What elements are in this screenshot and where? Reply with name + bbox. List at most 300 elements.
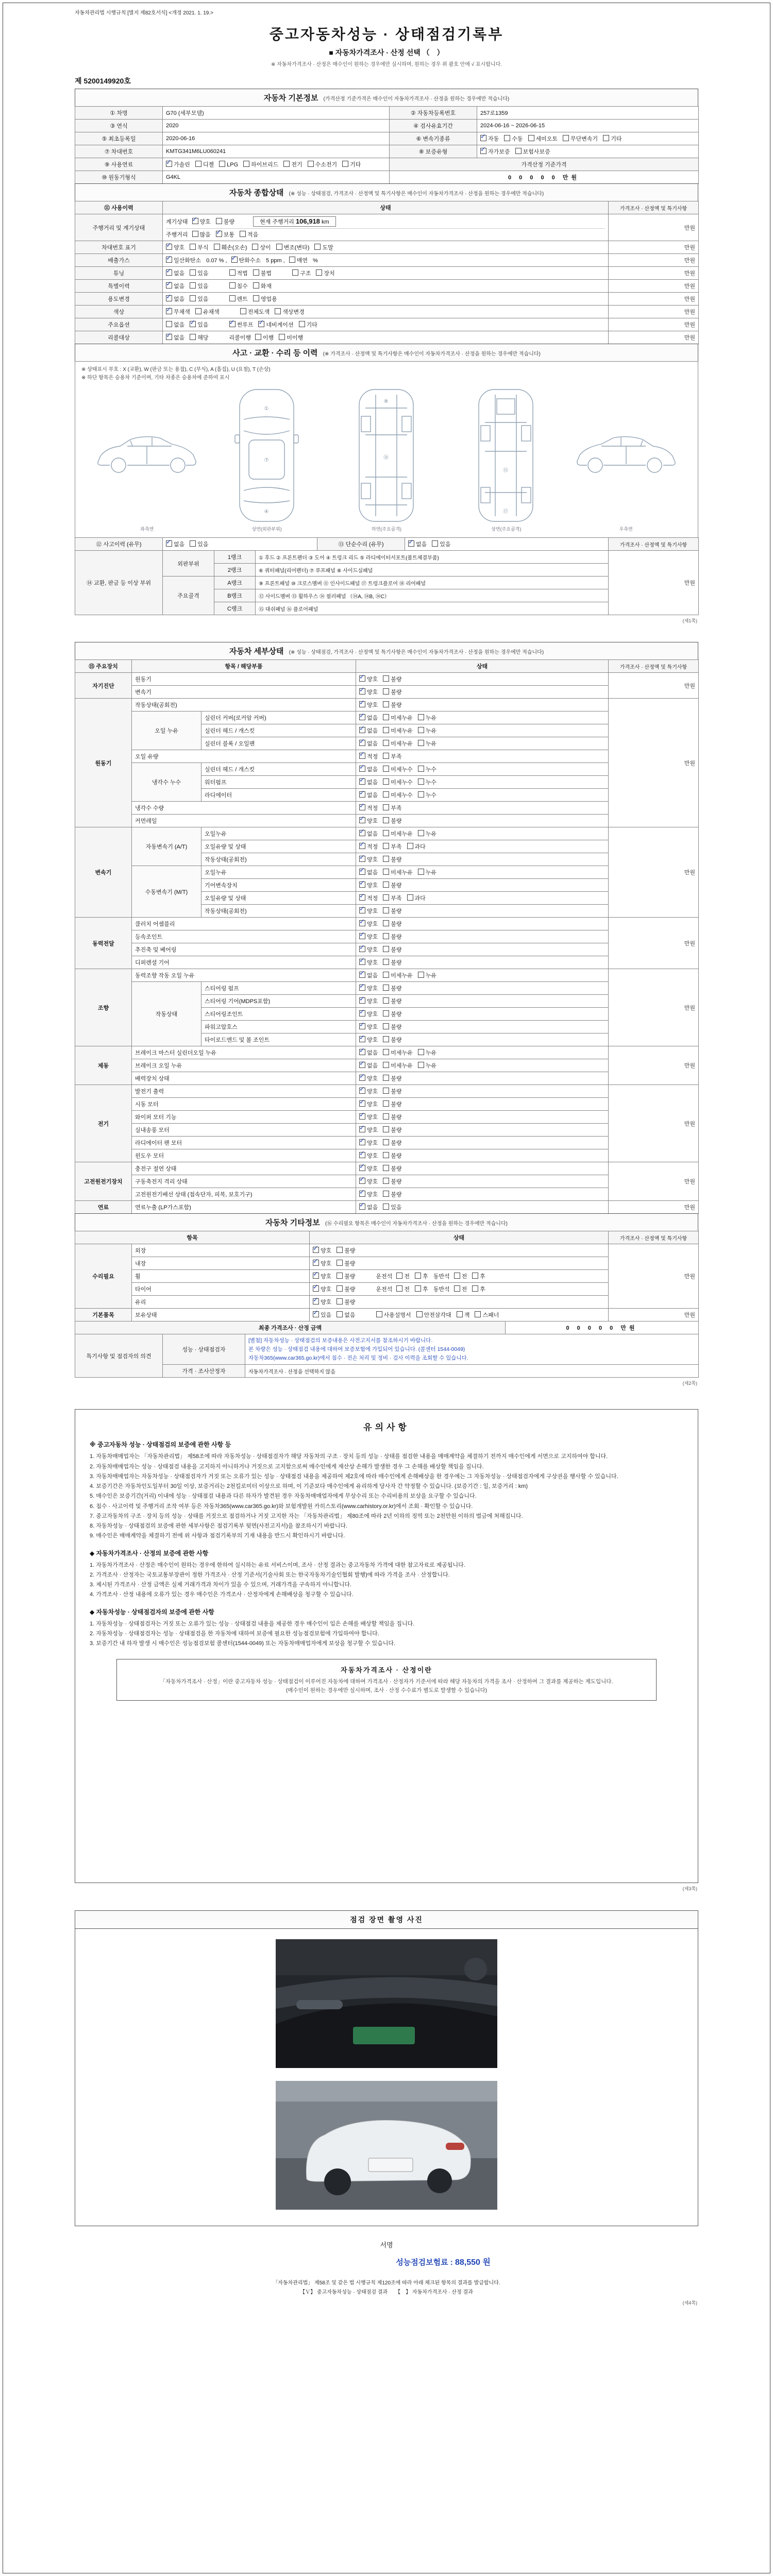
state-cell (356, 905, 609, 918)
state-cell (356, 1033, 609, 1046)
checkbox[interactable] (415, 1285, 421, 1292)
state-line (166, 333, 605, 342)
checkbox[interactable] (418, 727, 424, 733)
checkbox[interactable] (383, 817, 389, 823)
checkbox[interactable] (166, 282, 172, 289)
checkbox[interactable] (240, 308, 246, 314)
page-marker: (제4쪽) (682, 2300, 697, 2306)
checkbox-option (229, 322, 254, 328)
checkbox[interactable] (229, 295, 236, 301)
checkbox[interactable] (190, 321, 196, 327)
checkbox[interactable] (359, 882, 365, 888)
checkbox-option (195, 162, 214, 168)
checkbox[interactable] (166, 321, 172, 327)
checkbox-label: 불량 (391, 908, 402, 914)
checkbox[interactable] (359, 727, 365, 733)
checkbox[interactable] (255, 334, 261, 340)
checkbox[interactable] (383, 830, 389, 836)
checkbox[interactable] (383, 1204, 389, 1210)
checkbox[interactable] (166, 308, 172, 314)
checkbox[interactable] (418, 791, 424, 798)
checkbox[interactable] (166, 295, 172, 301)
section-title: 자동차 종합상태 (229, 189, 284, 197)
checkbox-option (383, 1127, 401, 1133)
checkbox[interactable] (190, 334, 196, 340)
checkbox-option (383, 754, 401, 760)
checkbox-option (418, 779, 436, 786)
item-label: 동력조향 작동 오일 누유 (132, 969, 356, 982)
fuel-label: ⑨ 사용연료 (75, 158, 163, 171)
checkbox[interactable] (359, 1036, 365, 1042)
checkbox-option (359, 1140, 378, 1146)
checkbox-label: 양호 (321, 1261, 332, 1267)
checkbox[interactable] (383, 714, 389, 720)
checkbox[interactable] (229, 282, 236, 289)
checkbox-label: 썬루프 (237, 322, 254, 328)
checkbox[interactable] (359, 817, 365, 823)
detail-row (75, 956, 699, 969)
checkbox[interactable] (418, 972, 424, 978)
checkbox-label: 불량 (391, 676, 402, 683)
checkbox[interactable] (472, 1285, 478, 1292)
checkbox[interactable] (313, 1260, 319, 1266)
checkbox[interactable] (253, 269, 259, 276)
checkbox-option (472, 1274, 485, 1280)
checkbox[interactable] (219, 161, 225, 167)
device-label: 자기진단 (75, 673, 132, 699)
checkbox[interactable] (383, 1100, 389, 1107)
checkbox-option (383, 908, 401, 914)
checkbox[interactable] (603, 135, 609, 141)
checkbox[interactable] (359, 1178, 365, 1184)
checkbox[interactable] (359, 766, 365, 772)
checkbox[interactable] (275, 308, 281, 314)
checkbox[interactable] (359, 753, 365, 759)
checkbox[interactable] (253, 282, 259, 289)
checkbox[interactable] (383, 1062, 389, 1068)
document-title: 중고자동차성능 · 상태점검기록부 (269, 26, 504, 42)
checkbox-option (383, 973, 413, 979)
checkbox-label: 미세누수 (391, 767, 413, 773)
checkbox[interactable] (216, 218, 222, 224)
checkbox[interactable] (359, 997, 365, 1004)
checkbox-label: 전 (404, 1286, 410, 1293)
checkbox[interactable] (316, 269, 322, 276)
checkbox[interactable] (383, 1075, 389, 1081)
checkbox[interactable] (292, 269, 298, 276)
checkbox-label: 있음 (440, 541, 451, 548)
checkbox[interactable] (359, 1049, 365, 1055)
checkbox-option (359, 767, 378, 773)
checkbox-label: 없음 (174, 283, 185, 290)
state-cell (356, 840, 609, 853)
checkbox[interactable] (359, 920, 365, 926)
checkbox[interactable] (359, 843, 365, 849)
checkbox[interactable] (166, 257, 172, 263)
checkbox-option (359, 973, 378, 979)
checkbox-label: 변조(변타) (283, 245, 310, 251)
checkbox[interactable] (383, 894, 389, 901)
state-cell (356, 969, 609, 982)
checkbox[interactable] (418, 830, 424, 836)
checkbox[interactable] (359, 1062, 365, 1068)
checkbox[interactable] (192, 231, 198, 237)
checkbox[interactable] (359, 1139, 365, 1145)
checkbox[interactable] (454, 1273, 460, 1279)
checkbox-label: 세미오토 (535, 136, 558, 142)
checkbox[interactable] (258, 321, 264, 327)
checkbox-option (253, 270, 272, 277)
checkbox[interactable] (252, 244, 258, 250)
svg-text:①: ① (264, 406, 269, 412)
checkbox[interactable] (359, 907, 365, 913)
inline-text: 계기상태 (166, 219, 188, 225)
usage-state (163, 267, 609, 280)
state-cell (356, 1072, 609, 1085)
usage-history-row (75, 331, 699, 344)
checkbox-option (166, 296, 184, 302)
checkbox-label: 수동 (512, 136, 523, 142)
checkbox[interactable] (528, 135, 534, 141)
device-label: 연료 (75, 1201, 132, 1214)
checkbox-label: 양호 (321, 1248, 332, 1254)
checkbox[interactable] (359, 946, 365, 952)
state-cell (356, 1111, 609, 1124)
table-row (75, 107, 699, 120)
checkbox[interactable] (454, 1285, 460, 1292)
checkbox[interactable] (383, 688, 389, 694)
checkbox-option (472, 1286, 485, 1293)
checkbox[interactable] (383, 1165, 389, 1171)
checkbox[interactable] (229, 321, 236, 327)
checkbox[interactable] (359, 985, 365, 991)
checkbox[interactable] (190, 540, 196, 547)
checkbox[interactable] (383, 946, 389, 952)
checkbox[interactable] (383, 972, 389, 978)
item-label: 충전구 절연 상태 (132, 1162, 356, 1175)
checkbox-label: 양호 (321, 1286, 332, 1293)
checkbox[interactable] (418, 869, 424, 875)
checkbox-option (253, 296, 277, 302)
checkbox[interactable] (359, 1113, 365, 1120)
checkbox[interactable] (299, 321, 305, 327)
checkbox-option (418, 715, 436, 721)
checkbox[interactable] (359, 830, 365, 836)
checkbox[interactable] (359, 778, 365, 785)
checkbox[interactable] (480, 135, 486, 141)
checkbox-label: 보통 (223, 232, 235, 238)
checkbox[interactable] (383, 1126, 389, 1132)
checkbox[interactable] (195, 308, 201, 314)
checkbox-option (276, 245, 310, 251)
checkbox-label: 후 (480, 1286, 485, 1293)
checkbox-label: 기타 (611, 136, 622, 142)
base-price-value: 0 0 0 0 0 만원 (390, 171, 699, 184)
checkbox[interactable] (313, 1298, 319, 1304)
checkbox-option (383, 934, 401, 940)
checkbox[interactable] (383, 766, 389, 772)
checkbox[interactable] (308, 161, 314, 167)
checkbox[interactable] (383, 907, 389, 913)
checkbox[interactable] (359, 1191, 365, 1197)
checkbox[interactable] (383, 1152, 389, 1158)
simple-repair-label: ⑬ 단순수리 (유무) (317, 538, 405, 551)
checkbox[interactable] (359, 675, 365, 682)
checkbox[interactable] (166, 244, 172, 250)
checkbox[interactable] (415, 1273, 421, 1279)
checkbox[interactable] (337, 1260, 343, 1266)
checkbox[interactable] (229, 269, 236, 276)
checkbox[interactable] (563, 135, 569, 141)
diagram-caption: 하면(주요골격) (371, 527, 402, 532)
checkbox[interactable] (313, 1273, 319, 1279)
state-cell (356, 827, 609, 840)
checkbox-option (279, 335, 303, 341)
checkbox-label: 불량 (344, 1274, 356, 1280)
checkbox[interactable] (383, 933, 389, 939)
checkbox-label: 양호 (367, 1011, 378, 1018)
inspection-photo-2 (276, 2081, 497, 2212)
checkbox[interactable] (190, 295, 196, 301)
checkbox[interactable] (407, 894, 413, 901)
checkbox[interactable] (166, 161, 172, 167)
checkbox-label: 전체도색 (247, 309, 270, 315)
price-cell: 만원 (609, 699, 699, 827)
checkbox[interactable] (383, 920, 389, 926)
checkbox-label: 누유 (425, 728, 437, 734)
checkbox-label: 부족 (391, 754, 402, 760)
checkbox[interactable] (383, 1049, 389, 1055)
checkbox[interactable] (383, 1113, 389, 1120)
checkbox[interactable] (383, 869, 389, 875)
notice-item: 1. 자동차성능 · 상태점검자는 거짓 또는 오류가 있는 성능 · 상태점검 내용을 제공한 경우 매수인이 입은 손해를 배상할 책임을 집니다. (90, 1620, 415, 1627)
checkbox[interactable] (313, 1247, 319, 1253)
checkbox[interactable] (418, 1049, 424, 1055)
checkbox[interactable] (383, 1023, 389, 1029)
checkbox[interactable] (359, 714, 365, 720)
checkbox[interactable] (359, 791, 365, 798)
checkbox[interactable] (289, 257, 295, 263)
checkbox[interactable] (396, 1273, 402, 1279)
checkbox[interactable] (383, 804, 389, 810)
checkbox[interactable] (475, 1311, 481, 1317)
checkbox-label: 누유 (425, 973, 437, 979)
checkbox[interactable] (192, 218, 198, 224)
checkbox[interactable] (359, 740, 365, 746)
price-cell: 만원 (609, 1244, 699, 1309)
checkbox[interactable] (359, 1088, 365, 1094)
checkbox[interactable] (383, 1139, 389, 1145)
checkbox[interactable] (314, 244, 321, 250)
checkbox[interactable] (190, 244, 196, 250)
checkbox[interactable] (337, 1273, 343, 1279)
checkbox[interactable] (231, 257, 238, 263)
checkbox[interactable] (383, 1088, 389, 1094)
checkbox[interactable] (383, 1010, 389, 1016)
checkbox[interactable] (432, 540, 438, 547)
checkbox[interactable] (240, 231, 246, 237)
final-price-table (75, 1321, 699, 1334)
section-etc-info (75, 1213, 698, 1231)
checkbox-option (383, 715, 413, 721)
checkbox[interactable] (418, 778, 424, 785)
section-basic-info (75, 89, 698, 107)
checkbox[interactable] (472, 1273, 478, 1279)
checkbox[interactable] (359, 1010, 365, 1016)
usage-state (163, 254, 609, 267)
checkbox[interactable] (383, 1178, 389, 1184)
checkbox-option (359, 844, 378, 850)
checkbox[interactable] (383, 675, 389, 682)
checkbox[interactable] (313, 1285, 319, 1292)
checkbox[interactable] (383, 753, 389, 759)
checkbox-label: 불량 (391, 1089, 402, 1095)
inspector-remarks (245, 1334, 699, 1365)
info-box-title: 자동차가격조사 · 산정이란 (341, 1666, 432, 1674)
checkbox[interactable] (166, 269, 172, 276)
price-cell: 만원 (609, 1046, 699, 1085)
checkbox[interactable] (480, 148, 486, 154)
price-cell: 만원 (609, 214, 699, 241)
checkbox[interactable] (337, 1247, 343, 1253)
checkbox-option (396, 1286, 410, 1293)
checkbox-label: 잭 (464, 1312, 470, 1318)
checkbox[interactable] (276, 244, 282, 250)
checkbox[interactable] (359, 1152, 365, 1158)
checkbox[interactable] (383, 740, 389, 746)
checkbox[interactable] (359, 1126, 365, 1132)
checkbox[interactable] (166, 334, 172, 340)
checkbox-option (383, 818, 401, 824)
checkbox[interactable] (195, 161, 201, 167)
checkbox[interactable] (216, 231, 222, 237)
checkbox[interactable] (515, 148, 522, 154)
checkbox[interactable] (418, 740, 424, 746)
checkbox[interactable] (359, 1165, 365, 1171)
checkbox[interactable] (383, 791, 389, 798)
checkbox-option (383, 1063, 413, 1069)
checkbox[interactable] (253, 295, 259, 301)
checkbox[interactable] (418, 766, 424, 772)
checkbox-label: 미세누유 (391, 741, 413, 747)
checkbox[interactable] (337, 1298, 343, 1304)
checkbox[interactable] (408, 540, 414, 547)
car-diagram-left-side (93, 386, 201, 532)
checkbox[interactable] (383, 959, 389, 965)
checkbox[interactable] (383, 985, 389, 991)
checkbox-option (316, 270, 334, 277)
car-diagrams (81, 382, 692, 533)
checkbox-label: 없음 (174, 270, 185, 277)
checkbox[interactable] (359, 701, 365, 707)
checkbox[interactable] (190, 282, 196, 289)
checkbox[interactable] (243, 161, 249, 167)
checkbox-label: 일산화탄소 (174, 258, 201, 264)
checkbox[interactable] (214, 244, 220, 250)
checkbox[interactable] (383, 882, 389, 888)
checkbox[interactable] (383, 727, 389, 733)
checkbox[interactable] (190, 269, 196, 276)
checkbox[interactable] (359, 959, 365, 965)
checkbox[interactable] (457, 1311, 463, 1317)
checkbox[interactable] (359, 894, 365, 901)
checkbox[interactable] (383, 843, 389, 849)
checkbox[interactable] (337, 1311, 343, 1317)
item-label: 오일 유량 (132, 750, 356, 763)
checkbox[interactable] (383, 778, 389, 785)
checkbox[interactable] (383, 701, 389, 707)
checkbox[interactable] (313, 1311, 319, 1317)
outer-panel-label: 외판부위 (163, 551, 214, 577)
checkbox-label: 없음 (367, 870, 378, 876)
notice-list (90, 1619, 683, 1649)
checkbox[interactable] (359, 856, 365, 862)
checkbox[interactable] (342, 161, 348, 167)
checkbox-option (418, 1063, 436, 1069)
checkbox[interactable] (283, 161, 290, 167)
checkbox-label: 불량 (391, 883, 402, 889)
checkbox[interactable] (359, 972, 365, 978)
checkbox[interactable] (418, 1062, 424, 1068)
item-label: 워터펌프 (201, 776, 356, 789)
item-label: 작동상태(공회전) (201, 905, 356, 918)
checkbox[interactable] (359, 688, 365, 694)
price-header: 가격조사 · 산정액 및 특기사항 (609, 1231, 699, 1244)
svg-text:⑮: ⑮ (503, 468, 509, 473)
signature-label[interactable]: 서명 (380, 2241, 393, 2249)
checkbox[interactable] (166, 540, 172, 547)
checkbox-label: 양호 (367, 676, 378, 683)
checkbox-option (283, 162, 302, 168)
checkbox[interactable] (383, 1036, 389, 1042)
checkbox[interactable] (407, 843, 413, 849)
checkbox[interactable] (418, 714, 424, 720)
checkbox[interactable] (337, 1285, 343, 1292)
checkbox[interactable] (504, 135, 510, 141)
checkbox[interactable] (359, 1075, 365, 1081)
info-box-line: 「자동차가격조사 · 산정」이란 중고자동차 성능 · 상태점검이 이루어진 자동차에 대하여 가격조사 · 산정자가 기준서에 따라 해당 자동차의 가격을 조사 · 산정하여 그 결과를 제공하는 제도입니다. (160, 1679, 613, 1685)
checkbox[interactable] (416, 1311, 423, 1317)
checkbox-label: 없음 (367, 728, 378, 734)
checkbox[interactable] (279, 334, 285, 340)
checkbox-option (359, 1153, 378, 1159)
checkbox-option (383, 792, 413, 799)
checkbox-option (383, 741, 413, 747)
checkbox[interactable] (383, 997, 389, 1004)
checkbox[interactable] (396, 1285, 402, 1292)
checkbox-label: 양호 (367, 1037, 378, 1043)
checkbox[interactable] (383, 1191, 389, 1197)
checkbox[interactable] (359, 1023, 365, 1029)
checkbox-label: 전 (404, 1274, 410, 1280)
checkbox-label: 미세누유 (391, 870, 413, 876)
checkbox-label: 장치 (324, 270, 335, 277)
checkbox[interactable] (376, 1311, 382, 1317)
checkbox-option (190, 270, 208, 277)
checkbox[interactable] (359, 933, 365, 939)
state-cell (356, 1059, 609, 1072)
device-label: 전기 (75, 1085, 132, 1162)
checkbox[interactable] (383, 856, 389, 862)
notice-item: 6. 침수 · 사고이력 및 주행거리 조작 여부 등은 자동차365(www.car365.go.kr)와 보험개발원 카히스토리(www.carhistory.or.kr)에서 조회 · 확인할 수 있습니다. (90, 1503, 473, 1510)
checkbox[interactable] (359, 1100, 365, 1107)
section-subtitle: (※ 가격조사 · 산정액 및 특기사항은 매수인이 자동차가격조사 · 산정을 원하는 경우에만 적습니다) (323, 351, 541, 357)
svg-text:⑯: ⑯ (383, 455, 389, 461)
checkbox[interactable] (359, 869, 365, 875)
checkbox[interactable] (359, 1204, 365, 1210)
checkbox[interactable] (359, 804, 365, 810)
price-survey-select[interactable]: ■ 자동차가격조사 · 산정 선택 （ ） (329, 48, 444, 57)
